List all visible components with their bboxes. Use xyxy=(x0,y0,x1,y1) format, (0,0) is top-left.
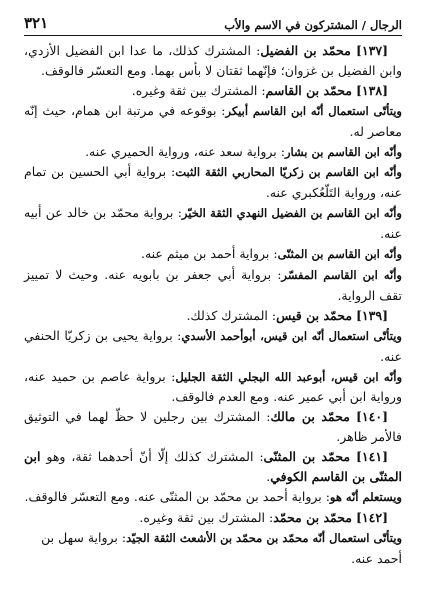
entry-paragraph xyxy=(24,41,402,81)
entry-text: : المشترك بين رجلين لا حظّ لهما في التوثيق فالأمر ظاهر. xyxy=(24,409,402,445)
entry-text: : برواية أحمد بن ميثم عنه. xyxy=(140,246,278,262)
subentry-paragraph xyxy=(24,244,402,265)
subentry-paragraph xyxy=(24,142,402,163)
page-header xyxy=(24,14,402,36)
entry-paragraph xyxy=(24,81,402,101)
entry-lead: وأنّه ابن قيس، أبوعبد الله البجلي الثقة الجليل xyxy=(175,369,402,384)
entry-text: : برواية أبي الحسين بن تمام عنه، ورواية التَلّعُكبري عنه. xyxy=(24,164,402,201)
entry-paragraph xyxy=(24,407,402,447)
entry-text: : المشترك بين ثقة وغيره. xyxy=(139,509,274,525)
entry-paragraph xyxy=(24,508,402,528)
entry-text: : برواية عاصم بن حميد عنه، ورواية ابن أبي عمير عنه. ومع العدم فالوقف. xyxy=(24,368,402,405)
entry-name: محمّد بن قيس xyxy=(276,307,353,323)
entry-paragraph xyxy=(24,447,402,487)
entry-lead: وأنّه ابن القاسم بن المثنّى xyxy=(277,247,402,262)
page-body xyxy=(24,41,402,569)
entry-name: محمّد بن المثنّى xyxy=(263,449,351,465)
entry-lead: ويتأتّى استعمال أنّه ابن القاسم أبيكر xyxy=(225,103,402,118)
entry-name: محمّد بن محمّد xyxy=(273,509,353,525)
entry-name: محمّد بن الفضيل xyxy=(260,43,351,58)
entry-text: : برواية يحيى بن زكريّا الحنفي عنه. xyxy=(24,327,402,364)
entry-number: [١٤٠] xyxy=(355,409,388,425)
entry-number: [١٣٩] xyxy=(356,307,388,323)
entry-text-tail: . xyxy=(266,469,271,485)
entry-text: : برواية سهل بن أحمد عنه. xyxy=(41,529,402,566)
entry-text: : المشترك كذلك إلّا أنّ أحدهما ثقة، وهو xyxy=(46,449,264,465)
entry-number: [١٤١] xyxy=(355,449,388,465)
entry-text: : برواية أبي جعفر بن بابويه عنه. وحيث لا تمييز تقف الرواية. xyxy=(24,266,402,303)
subentry-paragraph xyxy=(24,528,402,569)
entry-paragraph xyxy=(24,306,402,326)
page-number: ٣٢١ xyxy=(24,14,49,32)
entry-lead: ويتأتّى استعمال أنّه ابن قيس، أبوأحمد الأسدي xyxy=(181,328,402,343)
entry-lead: وأنّه ابن القاسم المفسّر xyxy=(281,267,402,282)
entry-name: محمّد بن مالك xyxy=(270,409,350,425)
entry-text: : المشترك كذلك. xyxy=(186,307,277,323)
entry-text: : المشترك بين ثقة وغيره. xyxy=(131,82,266,98)
entry-number: [١٣٨] xyxy=(356,82,388,98)
entry-number: [١٣٧] xyxy=(356,43,388,58)
entry-text: : برواية سعد عنه، ورواية الحميري عنه. xyxy=(85,143,285,159)
entry-text: : المشترك كذلك، ما عدا ابن الفضيل الأزدي، وابن الفضيل بن غزوان؛ فإنّهما ثقتان لا بأس بهما. ومع التعسّر فالوقف. xyxy=(24,43,402,78)
entry-name: محمّد بن القاسم xyxy=(265,82,353,98)
subentry-paragraph xyxy=(24,162,402,203)
subentry-paragraph xyxy=(24,101,402,142)
subentry-paragraph xyxy=(24,326,402,367)
entry-text: : بوقوعه في مرتبة ابن همام، حيث إنّه معاصر له. xyxy=(24,102,402,139)
running-head: الرجال / المشتركون في الاسم والأب xyxy=(224,18,402,32)
entry-lead: وأنّه ابن القاسم بن الفضيل النهدي الثقة الخيّر xyxy=(181,206,402,221)
subentry-paragraph xyxy=(24,367,402,408)
entry-lead: وأنّه ابن القاسم بن بشار xyxy=(284,144,402,159)
entry-number: [١٤٢] xyxy=(356,509,388,525)
subentry-paragraph xyxy=(24,265,402,306)
entry-lead: ويتأتّى استعمال أنّه محمّد بن محمّد بن الأشعث الثقة الجيّد xyxy=(126,530,402,545)
subentry-paragraph xyxy=(24,203,402,244)
entry-text: : برواية محمّد بن خالد عن أبيه عنه. xyxy=(24,205,402,242)
entry-text: : برواية أحمد بن محمّد بن المثنّى عنه. ومع التعسّر فالوقف. xyxy=(24,488,330,504)
subentry-paragraph xyxy=(24,487,402,508)
entry-name-secondary: ابن المثنّى بن القاسم الكوفي xyxy=(24,449,402,485)
entry-lead: وأنّه ابن القاسم بن زكريّا المحاربي الثقة الثبت xyxy=(175,165,402,180)
entry-lead: ويستعلم أنّه هو xyxy=(329,489,402,504)
